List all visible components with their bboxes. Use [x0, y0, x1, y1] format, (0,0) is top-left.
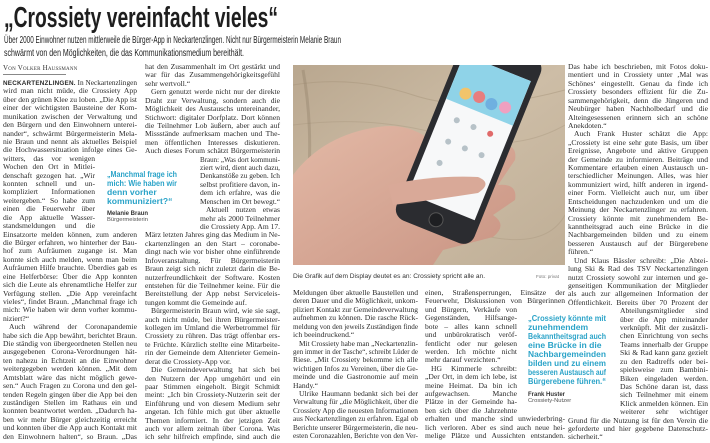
text-line-content: Die Gemeindeverwaltung hat sich bei	[151, 365, 280, 375]
text-line-content: sich Teilnehmer mit einem	[620, 390, 708, 400]
text-line-content: Berichte unserer Bürgermeisterin, die neu-	[293, 422, 418, 432]
text-line-content: Bürgermeisterin Braun wird, wie sie sagt,	[151, 306, 280, 316]
text-line-content: den Einwohnern halten“, so Braun. „Das	[3, 431, 137, 441]
text-line-content: weitergeben.“ So habe zum	[3, 195, 95, 205]
text-line-content: Aufräumen Hilfe brauchte. Überdies gab es	[3, 263, 137, 273]
text-line-content: Plätze in der Gemeinde ha-	[425, 397, 517, 407]
byline: Von Volker Haussmann	[3, 64, 78, 72]
photo-caption: Die Grafik auf dem Display deutet es an: Crossiety spricht alle an.	[293, 273, 486, 280]
text-line-content: sehr wertvoll.“	[145, 78, 191, 88]
text-line-content: Menschen im Ort bewegt.“	[200, 196, 280, 206]
text-line-content: Klick anmelden können. Ein	[620, 398, 708, 408]
text-line-content: Die ständig von übergeordneten Stellen neu	[3, 339, 137, 349]
text-line-content: Biken eingeladen werden.	[620, 373, 708, 383]
text-line-content: Feuerwehr, Diskussionen von Bürgerinnen	[425, 296, 565, 306]
text-line-content: bote – alles kann schnell	[425, 321, 517, 331]
text-line-content: Alteingesessenen erinnern sich an schöne	[568, 112, 708, 122]
text-line-content: besseren Austausch auf der Bürgerebene	[568, 238, 708, 248]
text-line-content: zuständigen Stellen im Rathaus ein und	[3, 397, 137, 407]
text-line-content: men öffentlichen Interesses diskutieren.	[145, 137, 280, 147]
text-line-content: kollegen im Umland die Werbetrommel für	[145, 323, 280, 333]
text-line-content: Auch dieses Forum schätzt Bürgermeisterin	[145, 146, 280, 156]
text-line-content: ten nahezu in Echtzeit an die Einwohner	[3, 355, 137, 365]
text-line-content: Ereignisse, Angebote und aktive Gruppen	[568, 146, 708, 156]
text-line-content: Schönes‘ eingestellt. Genau da finde ich	[568, 78, 708, 88]
text-line-content: spielsweise zum Bambini-	[620, 365, 708, 375]
text-line-content: Amtsblatt wäre das nicht möglich gewe-	[3, 372, 137, 382]
text-line-content: einer Form. Vielleicht auch nur, um über	[568, 188, 708, 198]
text-line-content: Anekdoten.“	[568, 120, 607, 130]
text-line-content: standsmeldungen und die	[3, 221, 95, 231]
text-line-content: die Teilnehmer Lob äußern, aber auch auf	[145, 120, 280, 130]
text-line-content: Braun zeigt sich nicht zuletzt darin die Be-	[145, 264, 280, 274]
pull-quote-line: besseren Austausch auf	[528, 367, 606, 377]
text-line-content: dingt nach wie vor bisher ohne einführende	[145, 247, 280, 257]
text-line-content: als auch zur allgemeinen Information der	[568, 289, 708, 299]
dateline: NECKARTENZLINGEN.	[3, 80, 76, 87]
text-line-content: Das Schöne daran ist, dass	[620, 381, 708, 391]
text-line-content: meinde und die Gastronomie auf mein	[293, 372, 418, 382]
text-line-content: weiterer sehr wichtiger	[620, 407, 708, 417]
text-line-content: Missstände aufmerksam machen und The-	[145, 129, 280, 139]
text-line-content: einen, Straßensperrungen, Einsätze der	[425, 288, 565, 297]
text-line-content: meint: „Ich bin Crossiety-Nutzerin seit der	[145, 390, 280, 400]
text-line-content: Verfügung stellen. „Die App vereinfacht	[3, 288, 137, 298]
text-line-content: chen Einrichtung von sechs	[620, 331, 708, 341]
text-line-content: ausgegebenen Corona-Verordnungen hät-	[3, 347, 137, 357]
text-line-content: Crossiety zu rühren. Das trägt offenbar ers-	[145, 331, 280, 341]
text-line-content: te Früchte. Kürzlich stellte eine Mitarbeite-	[145, 339, 280, 349]
text-line-content: Verwaltung für „die Möglichkeit, über die	[293, 397, 418, 407]
text-line-content: wird man nicht müde, die Crossiety App	[3, 86, 137, 96]
text-line-content: Crossiety App die neuesten Informationen	[293, 405, 418, 415]
article-photo	[293, 65, 565, 265]
text-line-content: Und Klaus Bässler schreibt: „Die Abtei-	[574, 255, 708, 265]
text-line-content: Gern genutzt werde nicht nur der direkte	[151, 87, 280, 97]
text-line-content: Kommentare erlauben einen Austausch un-	[568, 163, 708, 173]
text-line-content: konnte sich auch melden, wenn man beim	[3, 254, 137, 264]
pull-quote-line: „Manchmal frage ich	[107, 169, 177, 179]
text-line-content: niziert?“	[3, 313, 30, 323]
subhead-line: Über 2000 Einwohner nutzen mittlerweile die Bürger-App in Neckartenzlingen. Nicht nur Bürgermeisterin Melanie Braun	[4, 34, 341, 46]
text-line-content: zu den Radtreffs oder bei-	[620, 356, 708, 366]
text-line-content: ich beeindruckend.“	[293, 330, 355, 340]
text-line-content: führen.“	[568, 247, 594, 257]
text-line-content: Auch während der Coronapandemie	[9, 322, 137, 332]
text-line-content: Einsatzorte melden können, zum anderen	[3, 229, 137, 239]
text-line-content: mentiert und in Crossiety unter ‚Mal was	[568, 70, 708, 80]
text-line-content: kompliziert Informationen	[3, 187, 95, 197]
text-line-content: ckartenzlingen an den Start – coronabe-	[145, 238, 280, 248]
text-line-content: derat die Crossiety-App vor.	[145, 356, 232, 366]
text-line-content: Gegenständen, Hilfsange-	[425, 313, 517, 323]
text-line-content: nutzt Crossiety sowohl zur internen und ge-	[568, 272, 708, 282]
text-line-content: aufnehmen zu können. Die rasche Rück-	[293, 313, 418, 323]
text-line-content: Teams innerhalb der Gruppe	[620, 339, 708, 349]
pull-quote-line: kommuniziert?“	[107, 196, 173, 206]
text-line-content: und konnten über die App auch Kontakt mit	[3, 423, 137, 433]
subhead-line: schwärmt von den Möglichkeiten, die das Kommunikationsmedium bereithält.	[4, 47, 244, 59]
text-line-content: tungen kommt die Gemeinde auf.	[145, 297, 247, 307]
text-line-content: die Bürger erfahren, wo hinterher der Bau-	[3, 237, 137, 247]
text-line-content: „Der Ort, in dem ich lebe, ist	[425, 372, 517, 382]
text-line-content: sicherheit.“	[568, 432, 603, 442]
text-line-content: werden. Ich möchte nicht	[425, 346, 517, 356]
pull-quote-line: „Crossiety könnte mit	[528, 313, 606, 323]
text-line-content: eine Helferbörse: Über die App konnten	[3, 271, 137, 281]
text-line-content: lich verloren. Aber es sind auch neue hei-	[425, 422, 565, 432]
text-line-content: Themen informiert. In der jetzigen Zeit	[145, 415, 280, 425]
text-line-content: mehr darauf verzichten.“	[425, 355, 501, 365]
text-line-content: nutzerfreundlichkeit der Software. Kosten	[145, 272, 280, 282]
text-line-content: einer der wichtigsten Bausteine der Kom-	[3, 103, 137, 113]
text-line-content: Neubürger haben Nachholbedarf und die	[568, 104, 708, 114]
text-line-content: März letzten Jahres ging das Medium in Ne-	[145, 230, 281, 240]
text-line-content: geforderte und hier gegebene Datenschutz-	[568, 424, 708, 434]
text-line-content: fentlicht oder nur gelesen	[425, 338, 517, 348]
text-line-content: esten Coronazahlen, Berichte von den Ver-	[293, 431, 418, 441]
pull-quote-line: bilden und zu einem	[528, 358, 606, 368]
pull-quote-author: Melanie Braun	[107, 211, 149, 217]
text-line-content: Crossiety besonders effizient für die Zu-	[568, 87, 708, 97]
text-line-content: denschaft gezogen hat. „Wir	[3, 170, 95, 180]
text-line-content: wichtigen Infos zu Vereinen, über die Ge-	[293, 363, 418, 373]
text-line-content: genseitigen Kommunikation der Mitglieder	[568, 280, 708, 290]
byline-divider	[3, 74, 66, 75]
text-line-content: Handy.“	[293, 380, 319, 390]
text-line-content: Meldungen über aktuelle Baustellen und	[293, 288, 418, 297]
text-line-content: nander“, schwärmt Bürgermeisterin Mela-	[3, 128, 137, 138]
text-line-content: sammengehörigkeit, denn die Jüngeren und	[568, 95, 708, 105]
text-line-content: Ski & Rad kann ganz gezielt	[620, 348, 708, 358]
text-line-content: kommuniziert wird, hilft anderen in irgend-	[568, 179, 708, 189]
pull-quote-braun	[107, 170, 179, 223]
pull-quote-line: Bürgerebene führen.“	[528, 376, 606, 386]
text-line-content: pliziert Kontakt zur Gemeindeverwaltung	[293, 304, 418, 314]
text-line-content: auch vor allem zeitnah über Corona. Was	[145, 424, 280, 434]
text-line-content: konnten schnell und un-	[3, 179, 95, 189]
text-line-content: In Neckartenzlingen	[77, 78, 137, 87]
text-line-content: Einführung und von diesem Medium sehr	[145, 398, 280, 408]
text-line-content: war für das Zusammengehörigkeitsgefühl	[145, 70, 280, 80]
text-line-content: Auch Frank Huster schätzt die App:	[574, 129, 708, 139]
text-line-content: Mit Crossiety habe man „Neckartenzlin-	[299, 338, 418, 348]
text-line-content: Entscheidungen nachzudenken und um die	[568, 196, 708, 206]
text-line-content: Braun: „Was dort kommuni-	[200, 154, 280, 164]
text-line-content: ich sehr hilfreich empfinde, sind auch die	[145, 432, 280, 442]
text-line-content: Wochen den Ort in Mitlei-	[3, 162, 95, 172]
text-line-content: Nachbargemeinden bilden und zu einem	[568, 230, 708, 240]
text-line-content: und unbürokratisch veröf-	[425, 330, 517, 340]
text-line-content: aus Neckartenzlingen zu erfahren. Egal ob	[293, 414, 418, 424]
pull-quote-role: Crossiety-Nutzer	[528, 398, 572, 404]
text-line-content: hof zum Aufräumen zugange ist. Man	[3, 246, 137, 256]
text-line-content: lung Ski & Rad des TSV Neckartenzlingen	[568, 264, 708, 274]
text-line-content: aufgewachsen. Manche	[425, 389, 517, 399]
text-line-content: sich die Leute als ehrenamtliche Helfer zur	[3, 280, 137, 290]
text-line-content: den Nutzern der App umgehört und ein	[145, 373, 280, 383]
text-line-content: mich: Wie haben wir denn vorher kommu-	[3, 305, 137, 315]
text-line-content: entstehen für die Teilnehmer keine. Für die	[145, 280, 280, 290]
text-line-content: einen die Feuerwehr über	[3, 204, 95, 214]
pull-quote-line: denn vorher	[107, 187, 157, 197]
text-line-content: über den grünen Klee zu loben. „Die App ist	[3, 94, 137, 104]
text-line-content: Draht zur Verwaltung, sondern auch die	[145, 95, 280, 105]
text-line-content: nie Braun und nennt als aktuelles Beispiel	[3, 136, 137, 146]
text-line-content: die Hochwassersituation infolge eines Ge-	[3, 145, 137, 155]
pull-quote-line: eine Brücke in die	[528, 340, 602, 350]
text-line-content: Möglichkeit des Austauschs untereinander,	[145, 104, 280, 114]
text-line-content: habe sich die App bewährt, berichtet Braun.	[3, 330, 137, 340]
pull-quote-huster	[528, 314, 610, 404]
text-line-content: der Gemeinde zu informieren. Beiträge und	[568, 154, 708, 164]
text-line-content: HG Kimmerle schreibt:	[431, 363, 517, 373]
text-line-content: meldung von den jeweils Zuständigen finde	[293, 321, 418, 331]
text-line-content: ziert wird, dient auch dazu,	[200, 163, 280, 173]
pull-quote-author: Frank Huster	[528, 392, 566, 398]
text-line-content: Grund für die Nutzung ist für den Verein die	[568, 415, 708, 425]
photo-hand-smartphone	[293, 65, 565, 265]
text-line-content: Meinung der Neckartenzlinger zu erfahren.	[568, 205, 708, 215]
pull-quote-line: Bekanntheitsgrad auch	[528, 331, 606, 341]
text-line-content: hat den Zusammenhalt im Ort gestärkt und	[145, 62, 280, 71]
text-line-content: Infoveranstaltung. Für Bürgermeisterin	[145, 255, 280, 265]
text-line-content: kanntheitsgrad auch eine Brücke in die	[568, 221, 708, 231]
text-line-content: konnten beantwortet werden. „Dadurch ha-	[3, 406, 137, 416]
text-line-content: „Crossiety ist eine sehr gute Basis, um über	[568, 137, 708, 147]
text-line-content: Stichwort: digitaler Dorfplatz. Dort können	[145, 112, 280, 122]
pull-quote-role: Bürgermeisterin	[107, 217, 148, 223]
text-line	[568, 433, 708, 441]
text-line-content: deren Dauer und die Möglichkeit, unkom-	[293, 296, 418, 306]
text-line-content: die App aktuelle Wasser-	[3, 212, 95, 222]
text-line-content: rin der Gemeinde dem Altenrieter Gemein-	[145, 348, 280, 358]
text-line-content: auch nicht müde, bei ihren Bürgermeister-	[145, 314, 280, 324]
text-line-content: gen immer in der Tasche“, schreibt Lüder de	[293, 346, 418, 356]
text-line-content: Crossiety könnte mit zunehmendem Be-	[568, 213, 708, 223]
text-line-content: den Bürgern und den Einwohnern unterei-	[3, 120, 137, 130]
text-line-content: ben wir mehr Bürger gleichzeitig erreicht	[3, 414, 137, 424]
text-line-content: Abteilungsmitglieder sind	[620, 306, 708, 316]
text-line-content: witters, das vor wenigen	[3, 153, 95, 163]
text-line	[425, 432, 565, 440]
text-line-content: über die App miteinander	[620, 314, 708, 324]
text-line-content: verknüpft. Mit der zusätzli-	[620, 323, 708, 333]
text-line-content: Bereitstellung der App nebst Serviceleis-	[145, 289, 280, 299]
text-line-content: melige Plätze und Aussichten entstanden.	[425, 431, 565, 441]
text-line-content: Denkanstöße zu geben. Ich	[200, 171, 280, 181]
text-line-content: dem ich erfahre, was die	[200, 188, 280, 198]
text-line	[3, 433, 137, 441]
text-line-content: Das habe ich beschrieben, mit Fotos doku-	[568, 62, 708, 71]
text-line-content: erhalten und manche sind unwiederbring-	[425, 414, 565, 424]
text-line-content: tenden Regeln gingen über die App bei den	[3, 389, 137, 399]
pull-quote-line: Nachbargemeinden	[528, 349, 606, 359]
text-line-content: mehr als 2000 Teilnehmer	[200, 213, 280, 223]
text-line-content: munikation zwischen der Verwaltung und	[3, 111, 137, 121]
text-line-content: vieles“, findet Braun. „Manchmal frage ich	[3, 296, 137, 306]
text-line	[145, 433, 280, 441]
text-line-content: Öffentlichkeit. Bereits über 70 Prozent der	[568, 297, 708, 307]
text-line-content: meine Heimat. Da bin ich	[425, 380, 517, 390]
text-line-content: paar Stimmen eingeholt. Birgit Schmidt	[145, 381, 280, 391]
text-line-content: ben sich über die Jahrzehnte	[425, 405, 517, 415]
text-line-content: die Crossiety App. Am 17.	[200, 221, 280, 231]
text-line-content: weitergegeben werden können. „Mit dem	[3, 364, 137, 374]
text-line-content: Aktuell nutzen etwas	[206, 205, 280, 215]
text-line	[293, 432, 418, 440]
text-line-content: Riese. „Mit Crossiety bekomme ich alle	[293, 355, 418, 365]
text-line-content: terschiedlicher Meinungen. Alles, was hier	[568, 171, 708, 181]
headline: „Crossiety vereinfacht vieles“	[4, 2, 278, 34]
pull-quote-line: mich: Wie haben wir	[107, 178, 177, 188]
text-line-content: angetan. Ich fühle mich gut über aktuelle	[145, 407, 280, 417]
text-line-content: selbst profitiere davon, in-	[200, 179, 281, 189]
text-line-content: sen.“ Auch Fragen zu Corona und den gel-	[3, 381, 137, 391]
text-line-content: und Bürgern, Verkäufe von	[425, 304, 517, 314]
pull-quote-line: zunehmendem	[528, 322, 589, 332]
text-line-content: Ulrike Haumann bedankt sich bei der	[299, 389, 418, 399]
photo-credit: Foto: privat	[536, 274, 559, 279]
